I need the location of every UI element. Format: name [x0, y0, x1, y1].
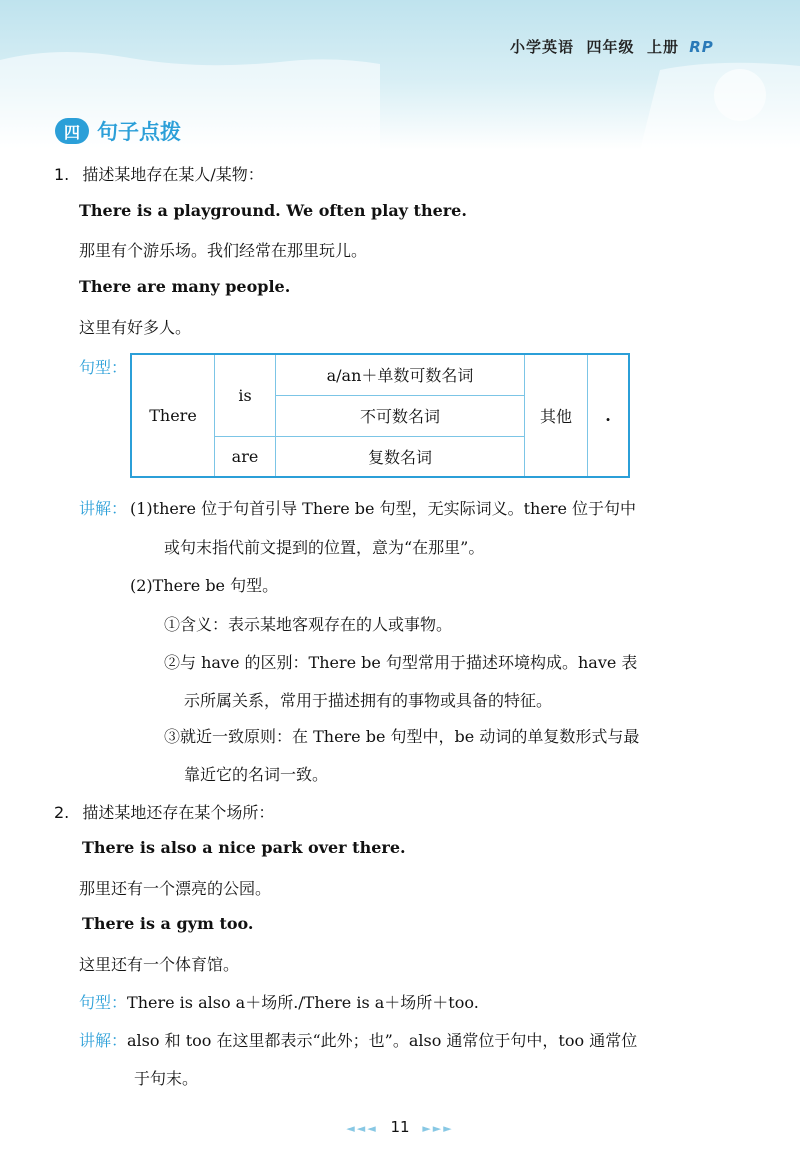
page-footer [0, 1118, 800, 1136]
item-2-heading [54, 800, 274, 823]
table-cell-period: . [588, 354, 630, 477]
item-1-heading [54, 162, 264, 185]
section-label: 句子点拨 [97, 120, 181, 144]
item-1-explain-p2-c-line2: 靠近它的名词一致。 [184, 765, 329, 784]
header-title [510, 36, 714, 57]
table-cell-row2: 不可数名词 [276, 395, 525, 436]
section-title [55, 116, 181, 146]
item-1-heading-text: 描述某地存在某人/某物： [82, 165, 264, 184]
table-cell-other: 其他 [525, 354, 588, 477]
left-arrows-icon: ◄◄◄ [346, 1122, 378, 1135]
item-2-explain [79, 1028, 637, 1051]
item-1-explain-p2: (2)There be 句型。 [130, 576, 279, 595]
table-cell-there: There [131, 354, 215, 477]
item-2-pattern-text: There is also a＋场所./There is a＋场所＋too. [127, 993, 479, 1012]
item-1-example-1-en: There is a playground. We often play there. [79, 201, 467, 220]
table-cell-row3: 复数名词 [276, 436, 525, 477]
there-be-pattern-table [130, 353, 630, 478]
item-2-example-2-zh: 这里还有一个体育馆。 [79, 955, 240, 974]
item-1-explain-p1-line1: (1)there 位于句首引导 There be 句型，无实际词义。there 位于句中 [130, 499, 637, 518]
item-2-explain-label: 讲解： [79, 1031, 128, 1050]
page-number: 11 [390, 1118, 410, 1136]
item-2-explain-line1: also 和 too 在这里都表示“此外；也”。also 通常位于句中，too 通常位 [127, 1031, 638, 1050]
item-2-heading-text: 描述某地还存在某个场所： [82, 803, 275, 822]
item-2-example-1-en: There is also a nice park over there. [82, 838, 406, 857]
item-1-explain-p2-c-line1: ③就近一致原则：在 There be 句型中，be 动词的单复数形式与最 [164, 727, 640, 746]
section-number-icon: 四 [55, 118, 89, 144]
item-1-number: 1. [54, 165, 70, 184]
item-1-example-2-en: There are many people. [79, 277, 291, 296]
item-2-pattern-label: 句型： [79, 993, 128, 1012]
item-1-example-2-zh: 这里有好多人。 [79, 318, 192, 337]
item-1-example-1-zh: 那里有个游乐场。我们经常在那里玩儿。 [79, 241, 368, 260]
item-2-number: 2. [54, 803, 70, 822]
item-1-explain-p2-b-line2: 示所属关系，常用于描述拥有的事物或具备的特征。 [184, 691, 553, 710]
table-cell-are: are [215, 436, 276, 477]
item-1-pattern-label: 句型： [79, 358, 128, 377]
table-cell-is: is [215, 354, 276, 436]
header-volume: 上册 [646, 38, 679, 56]
header-grade: 四年级 [586, 38, 635, 56]
item-2-explain-line2: 于句末。 [134, 1069, 199, 1088]
header-subject: 小学英语 [510, 38, 575, 56]
table-cell-row1: a/an＋单数可数名词 [276, 354, 525, 395]
item-1-explain-p2-a: ①含义：表示某地客观存在的人或事物。 [164, 615, 453, 634]
item-2-example-1-zh: 那里还有一个漂亮的公园。 [79, 879, 272, 898]
publisher-logo: RP [689, 38, 714, 56]
item-1-explain-p1-line2: 或句末指代前文提到的位置，意为“在那里”。 [164, 538, 485, 557]
item-2-pattern [79, 990, 479, 1013]
item-1-explain-label: 讲解： [79, 499, 128, 518]
right-arrows-icon: ►►► [422, 1122, 454, 1135]
item-1-explain-p2-b-line1: ②与 have 的区别：There be 句型常用于描述环境构成。have 表 [164, 653, 638, 672]
item-2-example-2-en: There is a gym too. [82, 914, 254, 933]
